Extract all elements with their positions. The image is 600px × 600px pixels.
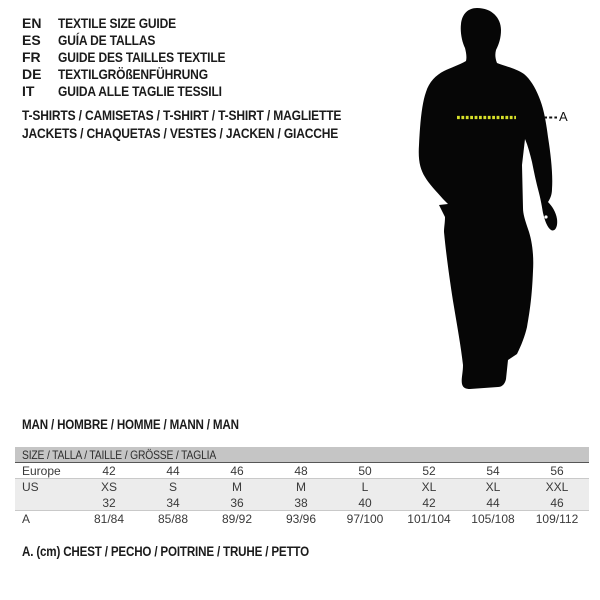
language-label: TEXTILGRÖßENFÜHRUNG [58, 66, 208, 83]
table-cell: S [168, 480, 177, 494]
table-cell: 101/104 [407, 512, 451, 526]
table-cell: 56 [550, 463, 564, 478]
table-cell: 50 [358, 463, 372, 478]
table-cell: 42 [102, 463, 116, 478]
table-cell: L [361, 480, 369, 494]
table-cell: 32 [102, 495, 116, 510]
language-row-es [22, 31, 253, 48]
hand-highlight [544, 215, 547, 218]
language-label: GUÍA DE TALLAS [58, 31, 156, 48]
table-cell: 85/88 [157, 512, 189, 526]
language-label: GUIDE DES TAILLES TEXTILE [58, 48, 226, 65]
table-cell: XL [485, 480, 501, 494]
language-code: IT [22, 83, 35, 100]
table-cell: 89/92 [221, 512, 253, 526]
table-cell: 109/112 [535, 512, 579, 526]
table-row-chest [15, 511, 589, 527]
measure-footnote: A. (cm) CHEST / PECHO / POITRINE / TRUHE / PETTO [22, 544, 309, 559]
category-line-jackets: JACKETS / CHAQUETAS / VESTES / JACKEN / GIACCHE [22, 124, 339, 141]
table-cell: XL [421, 480, 437, 494]
language-row-it [22, 83, 253, 100]
language-code: FR [22, 48, 41, 65]
table-cell: 34 [166, 495, 180, 510]
table-cell: 44 [166, 463, 180, 478]
table-cell: 81/84 [93, 512, 125, 526]
table-cell: 93/96 [285, 512, 317, 526]
man-silhouette-shape [419, 8, 557, 389]
language-code: ES [22, 31, 41, 48]
table-cell: 54 [486, 463, 500, 478]
language-row-fr [22, 48, 253, 65]
table-cell: 105/108 [471, 512, 515, 526]
language-row-en [22, 14, 253, 31]
table-cell: M [232, 480, 242, 494]
table-cell: 40 [358, 495, 372, 510]
language-code: DE [22, 66, 42, 83]
row-label: US [22, 480, 39, 494]
language-code: EN [22, 14, 42, 31]
man-silhouette [400, 5, 575, 395]
size-table [15, 447, 589, 527]
size-table-header [15, 447, 589, 463]
language-row-de [22, 66, 253, 83]
row-label: Europe [22, 463, 61, 478]
table-cell: 52 [422, 463, 436, 478]
language-label: GUIDA ALLE TAGLIE TESSILI [58, 83, 222, 100]
table-cell: 97/100 [346, 512, 384, 526]
category-heading [22, 107, 393, 142]
size-table-header-label: SIZE / TALLA / TAILLE / GRÖSSE / TAGLIA [22, 447, 217, 462]
table-cell: M [296, 480, 306, 494]
table-row-us [15, 479, 589, 495]
language-label: TEXTILE SIZE GUIDE [58, 14, 176, 31]
table-cell: 44 [486, 495, 500, 510]
table-cell: 46 [550, 495, 564, 510]
table-cell: 48 [294, 463, 308, 478]
category-line-tshirts: T-SHIRTS / CAMISETAS / T-SHIRT / T-SHIRT / MAGLIETTE [22, 107, 342, 123]
row-label: A [22, 512, 31, 526]
language-list [22, 14, 253, 100]
table-cell: 46 [230, 463, 244, 478]
table-row-europe [15, 463, 589, 479]
table-cell: 38 [294, 495, 308, 510]
table-cell: XXL [545, 480, 569, 494]
table-cell: XS [100, 480, 117, 494]
measure-label-a: A [559, 109, 568, 124]
table-row-us-numeric [15, 495, 589, 511]
section-heading-man: MAN / HOMBRE / HOMME / MANN / MAN [22, 417, 239, 432]
table-cell: 36 [230, 495, 244, 510]
table-cell: 42 [422, 495, 436, 510]
